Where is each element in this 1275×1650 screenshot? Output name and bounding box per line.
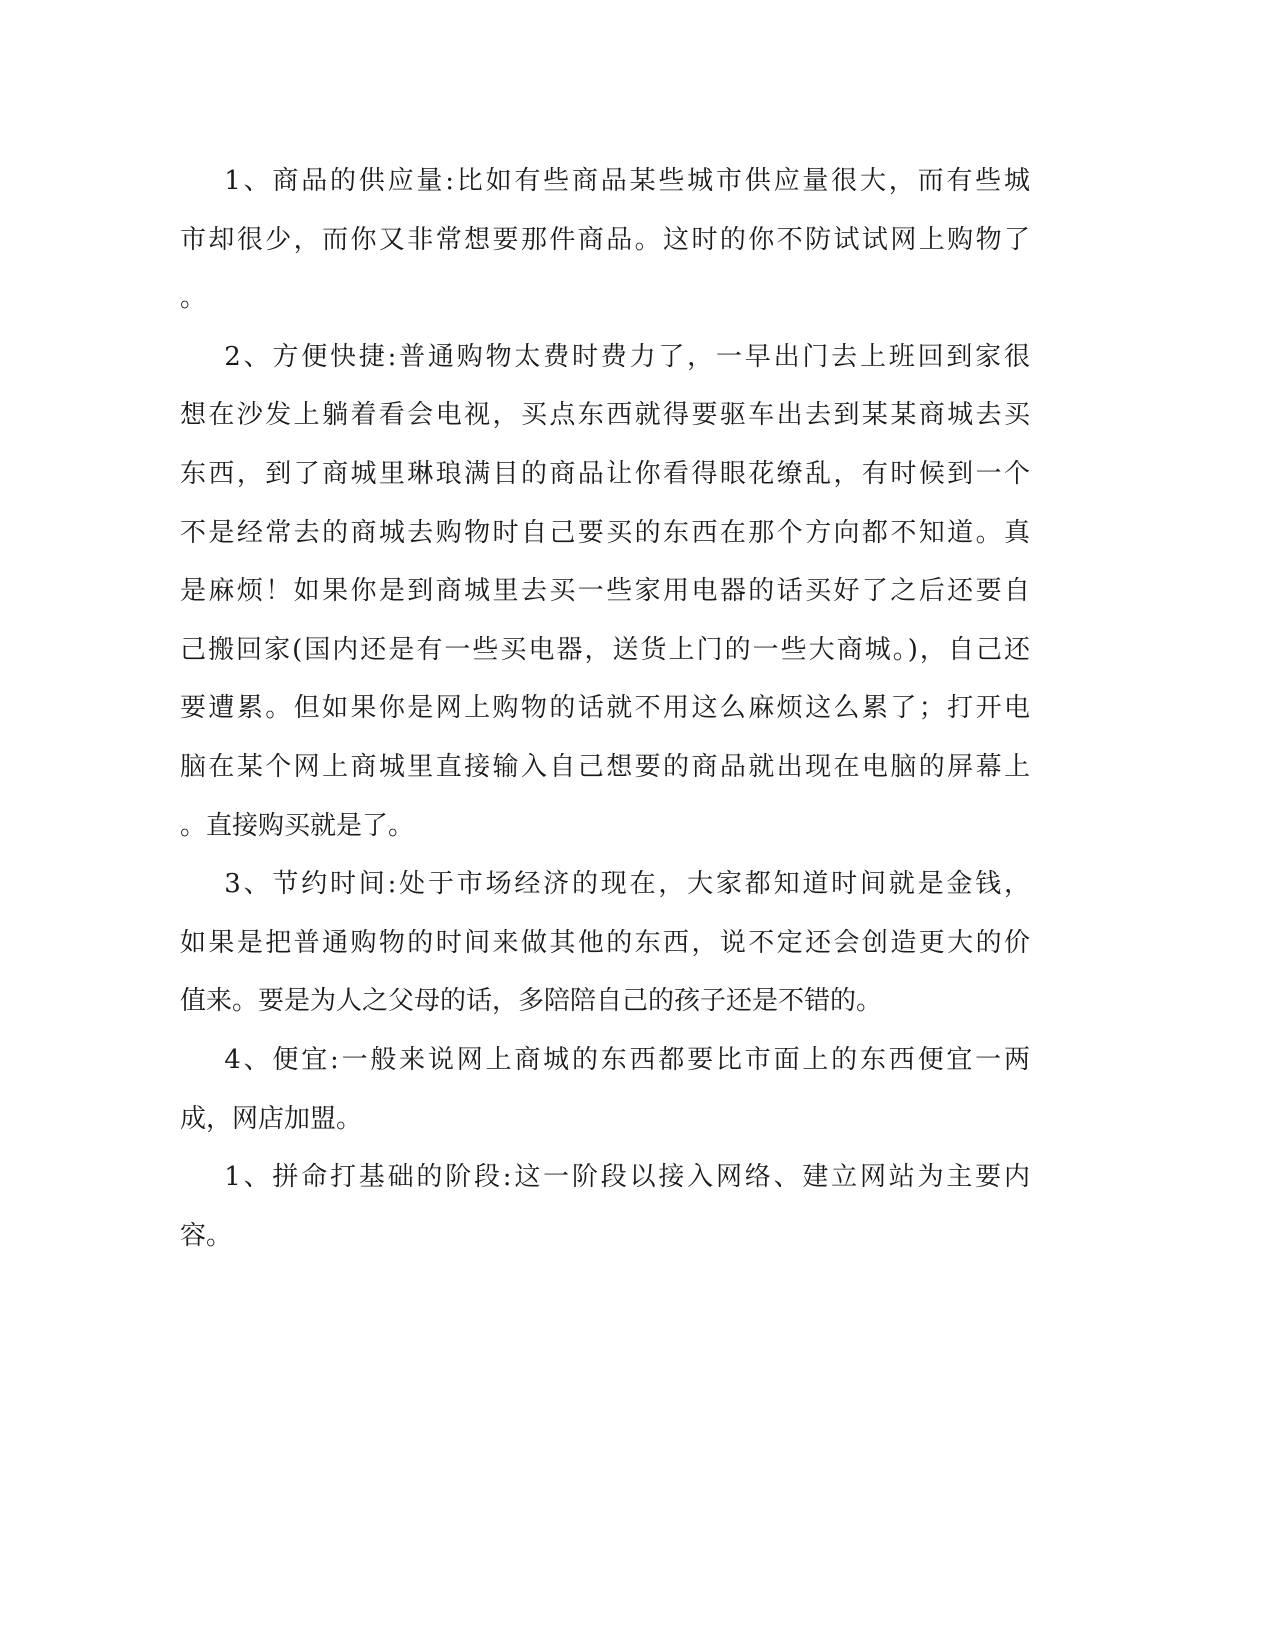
text-line: 2、方便快捷:普通购物太费时费力了，一早出门去上班回到家很 (180, 341, 1030, 372)
text-line: 容。 (180, 1220, 233, 1251)
text-line: 不是经常去的商城去购物时自己要买的东西在那个方向都不知道。真 (180, 517, 1030, 548)
text-line: 想在沙发上躺着看会电视，买点东西就得要驱车出去到某某商城去买 (180, 400, 1030, 431)
text-line: 是麻烦！如果你是到商城里去买一些家用电器的话买好了之后还要自 (180, 576, 1030, 607)
document-body (180, 152, 1030, 1265)
text-line: 如果是把普通购物的时间来做其他的东西，说不定还会创造更大的价 (180, 927, 1030, 958)
text-line: 市却很少，而你又非常想要那件商品。这时的你不防试试网上购物了 (180, 224, 1030, 255)
text-line: 脑在某个网上商城里直接输入自己想要的商品就出现在电脑的屏幕上 (180, 751, 1030, 782)
text-line: 己搬回家(国内还是有一些买电器，送货上门的一些大商城。)，自己还 (180, 634, 1030, 665)
text-line: 4、便宜:一般来说网上商城的东西都要比市面上的东西便宜一两 (180, 1044, 1030, 1075)
text-line: 1、拼命打基础的阶段:这一阶段以接入网络、建立网站为主要内 (180, 1162, 1030, 1193)
text-line: 。直接购买就是了。 (180, 810, 415, 841)
text-line: 。 (180, 283, 207, 314)
text-line: 值来。要是为人之父母的话，多陪陪自己的孩子还是不错的。 (180, 986, 883, 1017)
text-line: 成，网店加盟。 (180, 1103, 363, 1134)
text-line: 1、商品的供应量:比如有些商品某些城市供应量很大，而有些城 (180, 166, 1030, 196)
text-line: 要遭累。但如果你是网上购物的话就不用这么麻烦这么累了；打开电 (180, 693, 1030, 724)
text-line: 东西，到了商城里琳琅满目的商品让你看得眼花缭乱，有时候到一个 (180, 458, 1030, 489)
text-line: 3、节约时间:处于市场经济的现在，大家都知道时间就是金钱， (180, 869, 1030, 900)
